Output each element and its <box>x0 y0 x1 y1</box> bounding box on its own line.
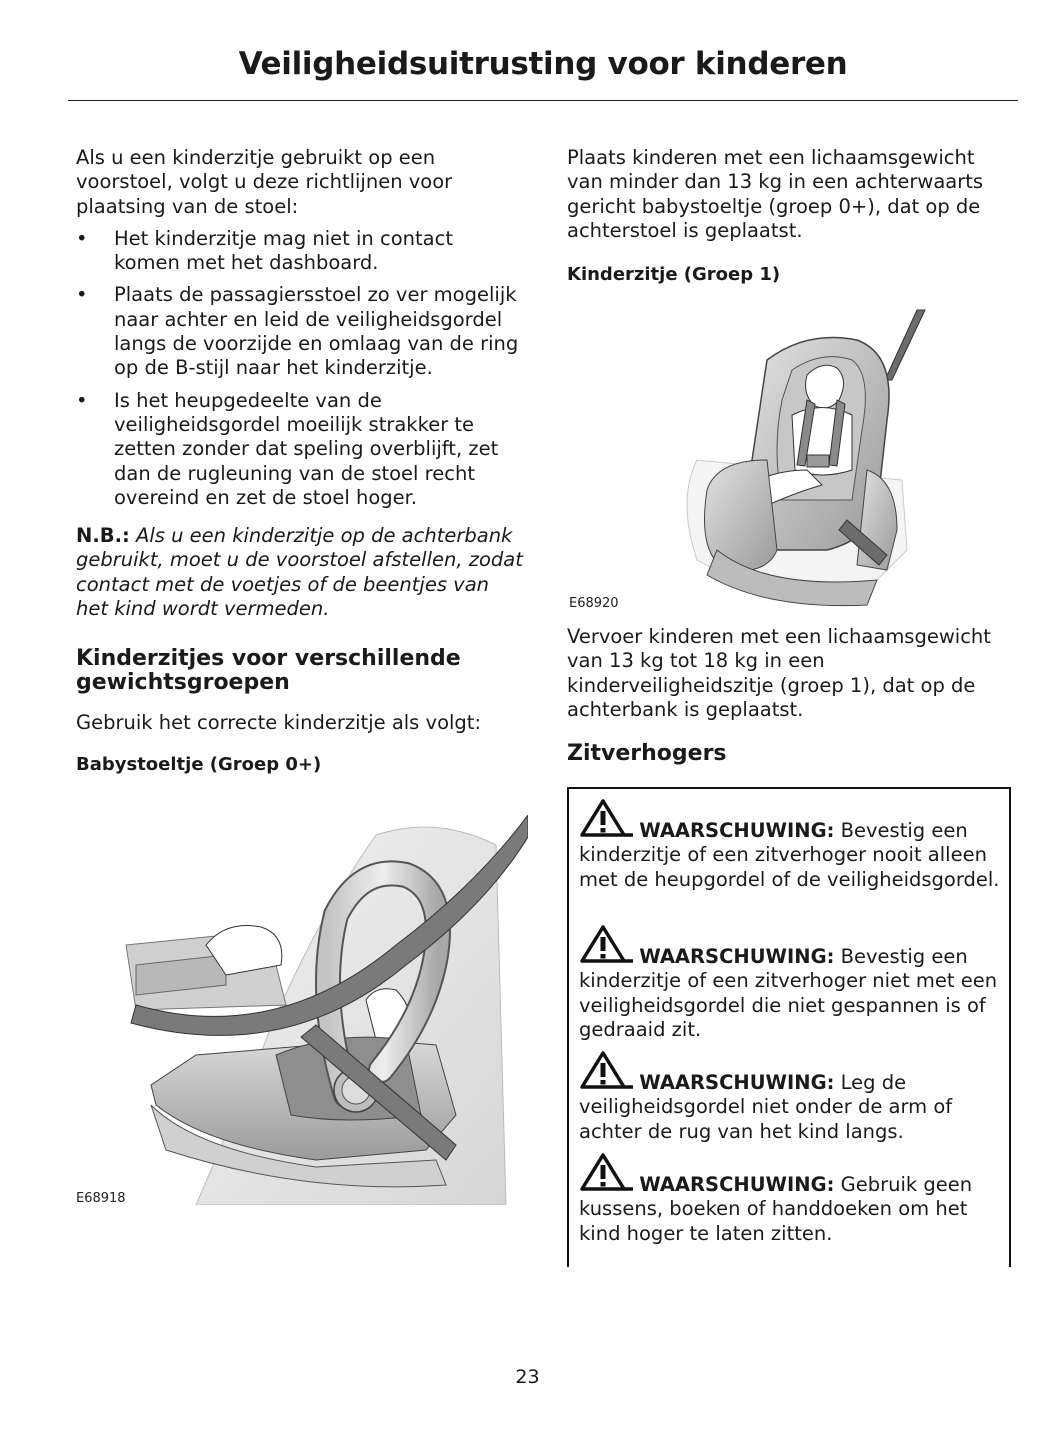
baby-seat-illustration <box>76 815 528 1215</box>
note-text: Als u een kinderzitje op de achterbank gebruikt, moet u de voorstoel afstellen, zodat contact met de voetjes of de beentjes van het kind wordt vermeden. <box>76 524 523 621</box>
warning-item <box>579 925 1003 1042</box>
warning-triangle-icon <box>579 799 633 839</box>
list-item <box>76 389 524 510</box>
bullet-marker: • <box>76 283 88 307</box>
page-title: Veiligheidsuitrusting voor kinderen <box>238 46 848 82</box>
right-column <box>567 146 1013 286</box>
placement-guidelines-list <box>76 227 524 510</box>
section-heading-weight-groups: Kinderzitjes voor verschillende gewichtsgroepen <box>76 646 461 696</box>
warning-triangle-icon <box>579 1153 633 1193</box>
warning-item <box>579 1153 1003 1246</box>
warning-label: WAARSCHUWING: <box>639 945 835 968</box>
warning-label: WAARSCHUWING: <box>639 819 835 842</box>
list-item-text: Plaats de passagiersstoel zo ver mogelijk naar achter en leid de veiligheidsgordel langs de voorzijde en omlaag van de ring op de B-stijl naar het kinderzitje. <box>114 283 519 380</box>
list-item <box>76 283 524 380</box>
subheading-group-0: Babystoeltje (Groep 0+) <box>76 753 322 775</box>
warning-text: Bevestig een kinderzitje of een zitverhoger niet met een veiligheidsgordel die niet gespannen is of gedraaid zit. <box>579 945 998 1041</box>
note-label: N.B.: <box>76 524 130 548</box>
left-column <box>76 146 524 776</box>
warning-triangle-icon <box>579 1051 633 1091</box>
child-seat-illustration <box>567 300 1013 620</box>
warning-label: WAARSCHUWING: <box>639 1071 835 1094</box>
section-intro: Gebruik het correcte kinderzitje als volgt: <box>76 711 482 735</box>
list-item <box>76 227 524 276</box>
warning-item <box>579 1051 1003 1144</box>
bullet-marker: • <box>76 226 88 250</box>
intro-paragraph: Plaats kinderen met een lichaamsgewicht van minder dan 13 kg in een achterwaarts gericht babystoeltje (groep 0+), dat op de achterstoel is geplaatst. <box>567 146 984 242</box>
warning-text: Leg de veiligheidsgordel niet onder de arm of achter de rug van het kind langs. <box>579 1071 953 1143</box>
subheading-group-1: Kinderzitje (Groep 1) <box>567 264 781 286</box>
title-divider <box>68 100 1018 101</box>
child-seat-drawing <box>567 300 1013 610</box>
note-paragraph <box>76 524 524 621</box>
warnings-box <box>567 787 1011 1267</box>
page-number: 23 <box>515 1366 540 1388</box>
bullet-marker: • <box>76 388 88 412</box>
right-column-lower <box>567 625 1013 766</box>
warning-item <box>579 799 1003 892</box>
warning-text: Gebruik geen kussens, boeken of handdoeken om het kind hoger te laten zitten. <box>579 1173 973 1245</box>
figure-code: E68920 <box>569 596 619 611</box>
warning-triangle-icon <box>579 925 633 965</box>
warning-label: WAARSCHUWING: <box>639 1173 835 1196</box>
list-item-text: Het kinderzitje mag niet in contact komen met het dashboard. <box>114 226 453 275</box>
list-item-text: Is het heupgedeelte van de veiligheidsgordel moeilijk strakker te zetten zonder dat speling overblijft, zet dan de rugleuning van de stoel recht overeind en zet de stoel hoger. <box>114 388 499 509</box>
figure-code: E68918 <box>76 1191 126 1206</box>
group-1-description: Vervoer kinderen met een lichaamsgewicht van 13 kg tot 18 kg in een kinderveiligheidszitje (groep 1), dat op de achterbank is geplaatst. <box>567 625 991 721</box>
section-heading-booster-seats: Zitverhogers <box>567 741 727 767</box>
baby-seat-drawing <box>76 815 528 1205</box>
warning-text: Bevestig een kinderzitje of een zitverhoger nooit alleen met de heupgordel of de veiligheidsgordel. <box>579 819 1000 891</box>
intro-paragraph: Als u een kinderzitje gebruikt op een voorstoel, volgt u deze richtlijnen voor plaatsing van de stoel: <box>76 146 453 218</box>
